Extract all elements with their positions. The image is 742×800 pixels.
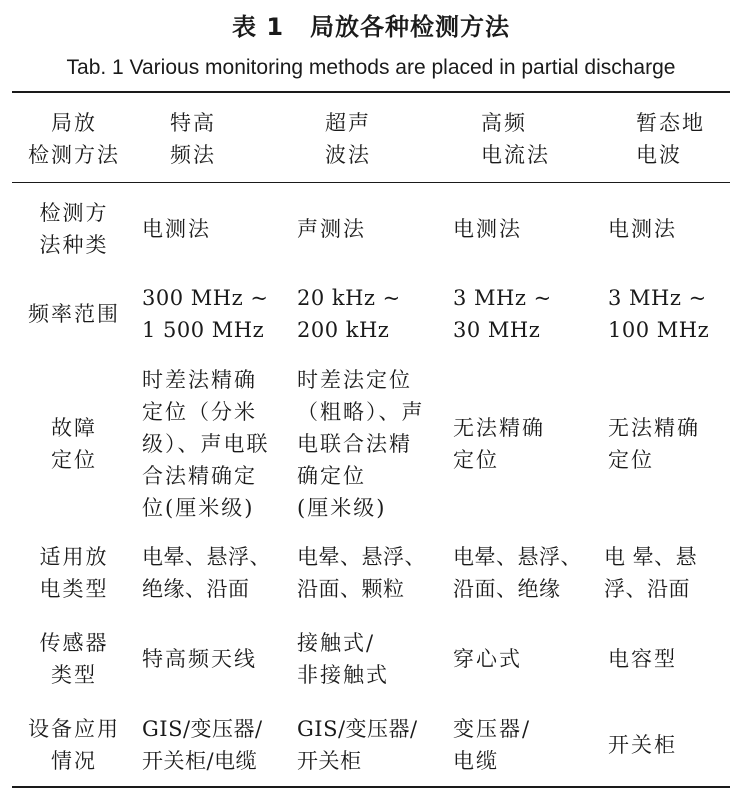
header-cell-method: 局放 检测方法 xyxy=(28,111,120,167)
table-cell: GIS/变压器/ 开关柜/电缆 xyxy=(142,717,263,773)
table-row xyxy=(12,190,730,268)
header-cell-ultrasonic: 超声 波法 xyxy=(325,111,371,167)
table-cell: 声测法 xyxy=(297,217,366,241)
row-label: 设备应用 情况 xyxy=(28,717,120,773)
table-caption-en: Tab. 1 Various monitoring methods are placed in partial discharge xyxy=(66,56,676,79)
table-cell: GIS/变压器/ 开关柜 xyxy=(297,717,418,773)
table-cell: 特高频天线 xyxy=(142,647,257,671)
table-bottom-rule xyxy=(12,786,730,788)
table-row xyxy=(12,622,730,696)
table-cell: 电 晕、悬 浮、沿面 xyxy=(604,545,698,601)
table-cell: 电测法 xyxy=(608,217,677,241)
row-label: 传感器 类型 xyxy=(39,631,109,687)
table-row xyxy=(12,360,730,528)
table-cell: 电测法 xyxy=(453,217,522,241)
table-cell: 电测法 xyxy=(142,217,211,241)
row-label: 检测方 法种类 xyxy=(39,201,109,257)
table-title-cn: 局放各种检测方法 xyxy=(310,13,511,41)
table-row xyxy=(12,536,730,610)
table-cell: 接触式/ 非接触式 xyxy=(297,631,389,687)
table-cell: 开关柜 xyxy=(608,733,677,757)
header-cell-uhf: 特高 频法 xyxy=(170,111,216,167)
table-cell: 3 MHz ~ 30 MHz xyxy=(453,286,552,342)
table-cell: 无法精确 定位 xyxy=(453,416,545,472)
table-cell: 3 MHz ~ 100 MHz xyxy=(608,286,710,342)
header-cell-hfct: 高频 电流法 xyxy=(481,111,550,167)
row-label: 适用放 电类型 xyxy=(39,545,109,601)
table-number: 表 1 xyxy=(231,13,285,41)
table-row xyxy=(12,708,730,782)
table-top-rule xyxy=(12,91,730,93)
table-header-row xyxy=(12,100,730,178)
table-cell: 电晕、悬浮、 沿面、绝缘 xyxy=(453,545,582,601)
table-cell: 变压器/ 电缆 xyxy=(453,717,532,773)
table-cell: 20 kHz ~ 200 kHz xyxy=(297,286,401,342)
table-cell: 电晕、悬浮、 绝缘、沿面 xyxy=(142,545,271,601)
table-row xyxy=(12,278,730,350)
table-cell: 无法精确 定位 xyxy=(608,416,700,472)
table-cell: 穿心式 xyxy=(453,647,522,671)
table-cell: 时差法定位 （粗略）、声 电联合法精 确定位 (厘米级) xyxy=(297,368,425,520)
table-cell: 电容型 xyxy=(608,647,677,671)
table-header-rule xyxy=(12,182,730,183)
table-cell: 300 MHz ~ 1 500 MHz xyxy=(142,286,269,342)
row-label: 故障 定位 xyxy=(51,416,97,472)
table-cell: 时差法精确 定位（分米 级）、声电联 合法精确定 位(厘米级) xyxy=(142,368,270,520)
row-label: 频率范围 xyxy=(28,302,120,326)
table-cell: 电晕、悬浮、 沿面、颗粒 xyxy=(297,545,426,601)
header-cell-tev: 暂态地 电波 xyxy=(636,111,705,167)
table-caption-cn xyxy=(0,10,742,44)
